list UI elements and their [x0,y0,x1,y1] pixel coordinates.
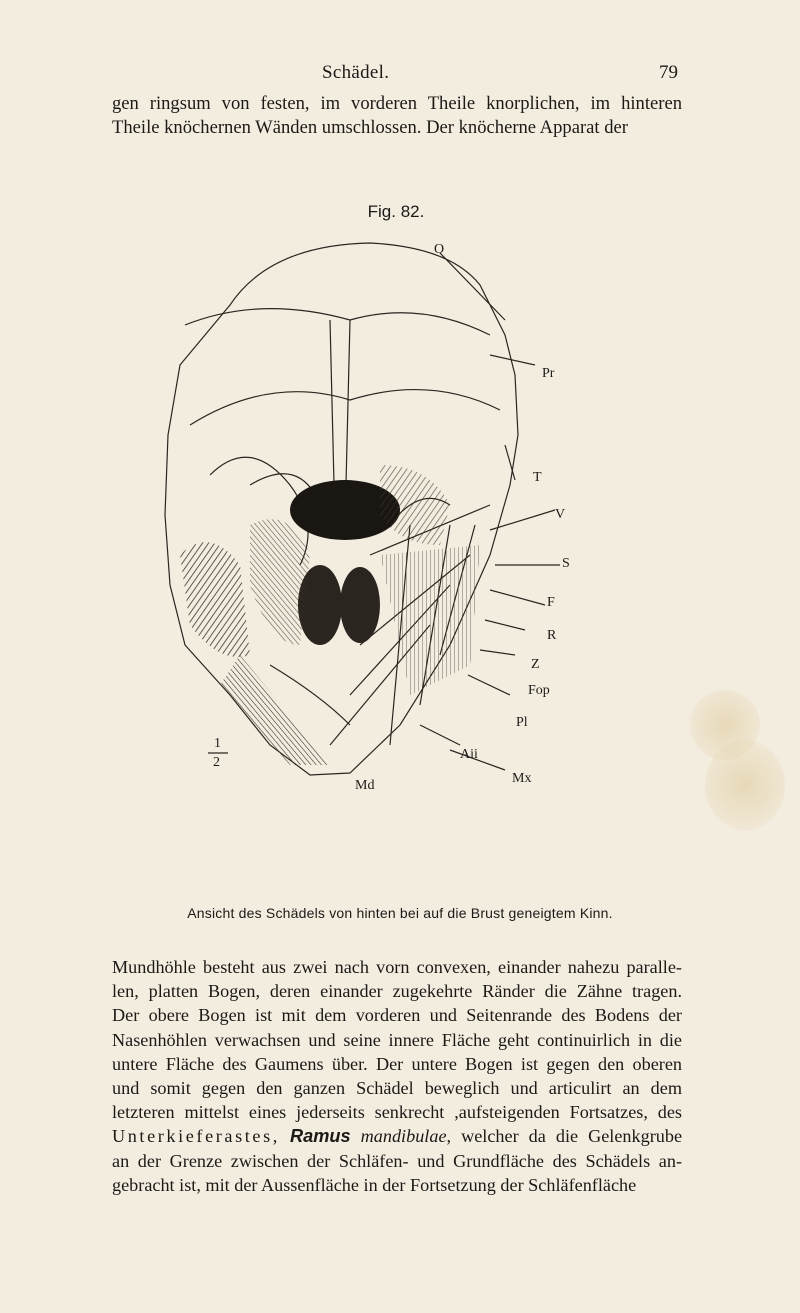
text-line: untere Fläche des Gaumens über. Der untere Bogen ist gegen den oberen [112,1053,682,1074]
text-line-mixed [112,1124,682,1148]
text-line: Nasenhöhlen verwachsen und seine innere Fläche geht continuirlich in die [112,1029,682,1050]
text-line: Mundhöhle besteht aus zwei nach vorn convexen, einander nahezu paralle- [112,957,682,977]
label-R: R [547,628,557,643]
label-fraction-1: 1 [214,736,221,751]
label-T: T [533,470,542,485]
figure-number: Fig. 82. [367,202,425,221]
page-number: 79 [659,62,678,83]
text-fragment: , welcher da die Gelenkgrube [446,1126,683,1147]
text-line: Theile knöchernen Wänden umschlossen. Der knöcherne Apparat der [112,116,628,138]
label-fraction-2: 2 [213,755,220,770]
figure-label [0,202,800,222]
text-line: gen ringsum von festen, im vorderen Theile knorplichen, im hinteren [112,93,682,114]
paper-stain [705,740,785,830]
label-Fop: Fop [528,683,550,698]
label-Z: Z [531,657,540,672]
label-Md: Md [355,778,375,793]
term-unterkieferast: Unterkieferastes, [112,1126,280,1147]
label-Pr: Pr [542,366,555,381]
label-F: F [547,595,555,610]
paragraph-top [112,92,682,139]
label-S: S [562,556,570,571]
text-line: an der Grenze zwischen der Schläfen- und Grundfläche des Schädels an- [112,1150,682,1171]
paragraph-bottom [112,955,682,1197]
skull-drawing [150,225,600,795]
label-Aii: Aii [460,747,478,762]
label-Mx: Mx [512,771,532,786]
skull-illustration [150,225,600,795]
page-header [0,62,800,86]
term-mandibulae: mandibulae [360,1126,447,1147]
text-line: Der obere Bogen ist mit dem vorderen und Seitenrande des Bodens der [112,1005,682,1026]
label-V: V [555,507,566,522]
text-line: len, platten Bogen, deren einander zugekehrte Ränder die Zähne tragen. [112,981,682,1002]
text-line: letzteren mittelst eines jederseits senkrecht ,aufsteigenden Fortsatzes, des [112,1102,682,1123]
term-ramus: Ramus [289,1126,351,1147]
label-Pl: Pl [516,715,528,730]
text-line: und somit gegen den ganzen Schädel beweglich und articulirt an dem [112,1078,682,1099]
label-O: O [434,242,445,257]
running-head: Schädel. [322,62,390,83]
figure-caption: Ansicht des Schädels von hinten bei auf die Brust geneigtem Kinn. [187,905,613,921]
text-line: gebracht ist, mit der Aussenfläche in der Fortsetzung der Schläfenfläche [112,1174,637,1195]
